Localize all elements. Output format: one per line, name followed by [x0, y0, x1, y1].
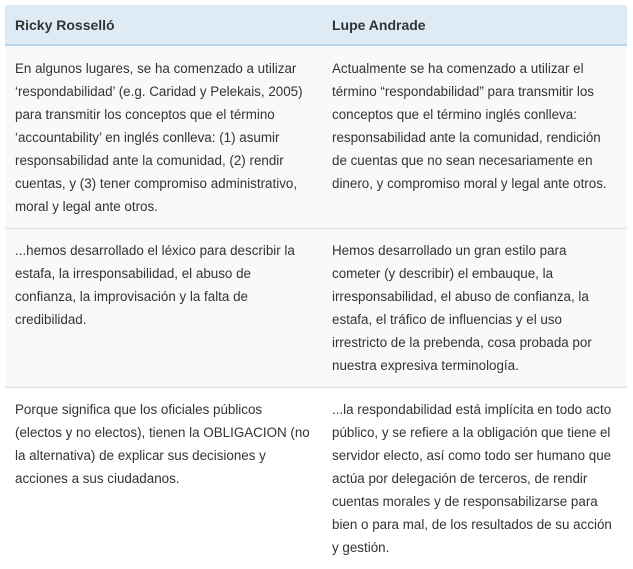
cell-text-rossello-2: ...hemos desarrollado el léxico para describir la estafa, la irresponsabilidad, el abuso de confianza, la improvisación y la falta de credibilidad.: [15, 239, 312, 331]
table-cell: [322, 45, 627, 229]
table-cell: [322, 388, 627, 569]
header-row: [5, 5, 627, 45]
table-cell: [5, 229, 322, 388]
column-header-lupe-andrade: Lupe Andrade: [322, 5, 627, 45]
table-header: [5, 5, 627, 45]
cell-text-rossello-1: En algunos lugares, se ha comenzado a utilizar ‘respondabilidad’ (e.g. Caridad y Pelekais, 2005) para transmitir los conceptos que el término ‘accountability’ en inglés conlleva: (1) asumir responsabilidad ante la comunidad, (2) rendir cuentas, y (3) tener compromiso administrativo, moral y legal ante otros.: [15, 57, 312, 218]
cell-text-andrade-2: Hemos desarrollado un gran estilo para cometer (y describir) el embauque, la irresponsabilidad, el abuso de confianza, la estafa, el tráfico de influencias y el uso irrestricto de la prebenda, cosa probada por nuestra expresiva terminología.: [332, 239, 617, 377]
table-cell: [5, 45, 322, 229]
table-cell: [5, 388, 322, 569]
table-row: [5, 45, 627, 229]
column-header-ricky-rossello: Ricky Rosselló: [5, 5, 322, 45]
cell-text-andrade-1: Actualmente se ha comenzado a utilizar el término “respondabilidad” para transmitir los conceptos que el término inglés conlleva: responsabilidad ante la comunidad, rendición de cuentas que no sean necesariamente en dinero, y compromiso moral y legal ante otros.: [332, 57, 617, 195]
cell-text-andrade-3: ...la respondabilidad está implícita en todo acto público, y se refiere a la obligación que tiene el servidor electo, así como todo ser humano que actúa por delegación de terceros, de rendir cuentas morales y de responsabilizarse para bien o para mal, de los resultados de su acción y gestión.: [332, 398, 617, 559]
table-cell: [322, 229, 627, 388]
table-row: [5, 388, 627, 569]
table-row: [5, 229, 627, 388]
table-body: [5, 45, 627, 569]
comparison-table-container: [5, 5, 627, 569]
cell-text-rossello-3: Porque significa que los oficiales públicos (electos y no electos), tienen la OBLIGACION (no la alternativa) de explicar sus decisiones y acciones a sus ciudadanos.: [15, 398, 312, 490]
comparison-table: [5, 5, 627, 569]
